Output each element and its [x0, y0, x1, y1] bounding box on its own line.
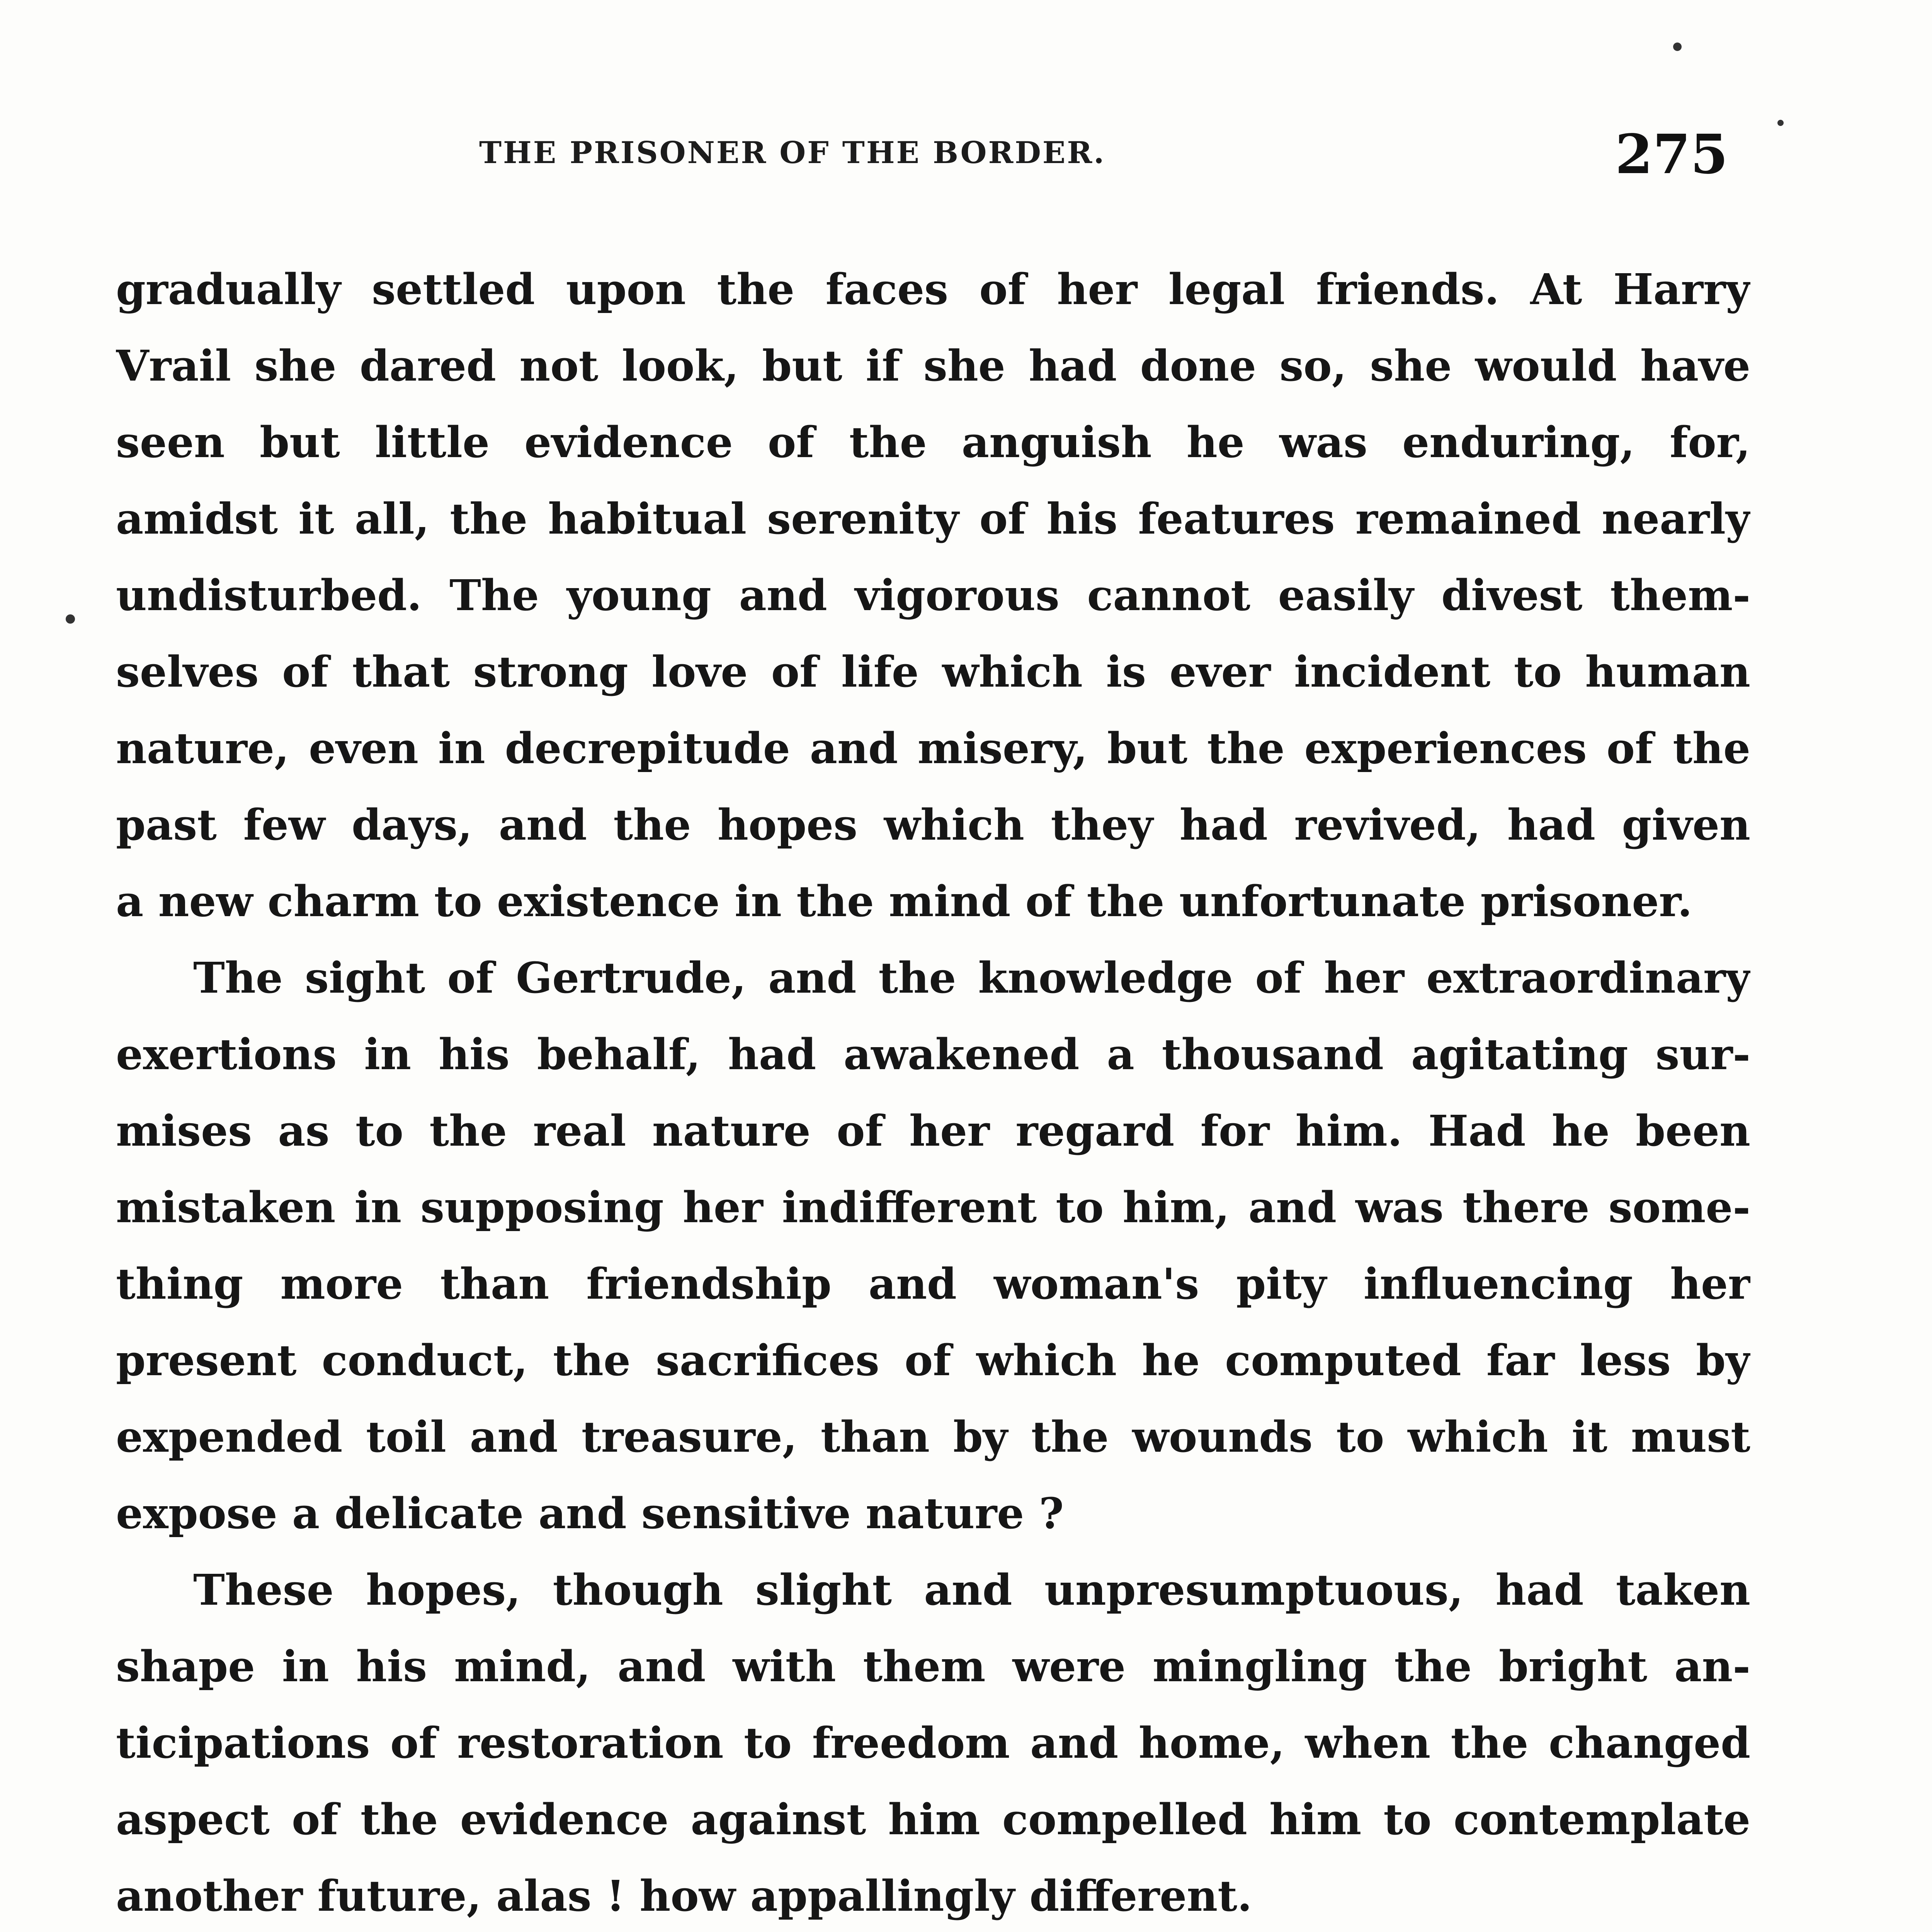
text-line: past few days, and the hopes which they had revived, had given	[116, 800, 1750, 850]
body-text	[116, 251, 1750, 1932]
ink-speck	[66, 614, 75, 624]
page-number: 275	[1615, 123, 1728, 186]
text-line: mistaken in supposing her indifferent to him, and was there some-	[116, 1182, 1750, 1232]
text-line: undisturbed. The young and vigorous cannot easily divest them-	[116, 570, 1750, 620]
text-line: exertions in his behalf, had awakened a thousand agitating sur-	[116, 1029, 1750, 1079]
text-line: a new charm to existence in the mind of the unfortunate prisoner.	[116, 876, 1692, 926]
text-line: selves of that strong love of life which is ever incident to human	[116, 647, 1750, 697]
text-line: present conduct, the sacrifices of which he computed far less by	[116, 1335, 1750, 1385]
text-line: The sight of Gertrude, and the knowledge of her extraordinary	[193, 953, 1750, 1003]
text-line: gradually settled upon the faces of her legal friends. At Harry	[116, 264, 1750, 314]
text-line: thing more than friendship and woman's pity influencing her	[116, 1259, 1750, 1309]
text-line: shape in his mind, and with them were mingling the bright an-	[116, 1641, 1750, 1691]
text-line: aspect of the evidence against him compelled him to contemplate	[116, 1794, 1750, 1844]
running-title: THE PRISONER OF THE BORDER.	[479, 135, 1106, 170]
text-line: amidst it all, the habitual serenity of his features remained nearly	[116, 494, 1750, 544]
text-line: These hopes, though slight and unpresumptuous, had taken	[193, 1565, 1750, 1615]
text-line: another future, alas ! how appallingly different.	[116, 1871, 1252, 1921]
text-line: seen but little evidence of the anguish he was enduring, for,	[116, 417, 1750, 467]
text-line: expose a delicate and sensitive nature ?	[116, 1488, 1064, 1538]
text-line: mises as to the real nature of her regard for him. Had he been	[116, 1106, 1750, 1156]
text-line: ticipations of restoration to freedom and home, when the changed	[116, 1718, 1750, 1768]
ink-speck	[1673, 43, 1682, 51]
ink-speck	[1777, 120, 1784, 126]
text-line: expended toil and treasure, than by the wounds to which it must	[116, 1412, 1750, 1462]
text-line: nature, even in decrepitude and misery, but the experiences of the	[116, 723, 1750, 773]
text-line: Vrail she dared not look, but if she had done so, she would have	[116, 341, 1750, 391]
